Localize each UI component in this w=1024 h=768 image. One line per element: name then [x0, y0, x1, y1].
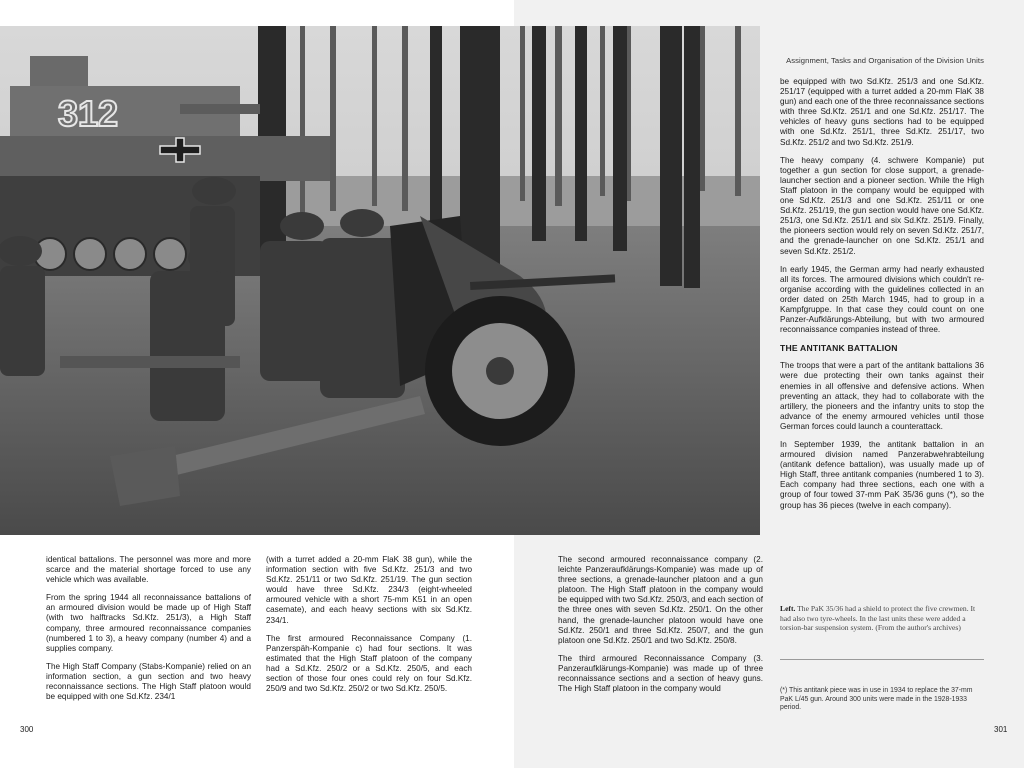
running-head: Assignment, Tasks and Organisation of the Division Units: [786, 56, 984, 65]
photograph-antitank-gun-crew: [0, 26, 760, 535]
paragraph: In early 1945, the German army had nearly exhausted all its forces. The armoured divisions which couldn't re-organise according with the guidelines collected in an order dated on 25th March 1945, had to group in a Kampfgruppe. In that case they could count on one Panzer-Aufklärungs-Abteilung, but with two armoured reconnaissance companies instead of three.: [780, 264, 984, 335]
paragraph: From the spring 1944 all reconnaissance battalions of an armoured division would be made up of High Staff (with two halftracks Sd.Kfz. 251/3), a High Staff company, three armoured reconnaissance companies (numbered 1 to 3), a heavy company (number 4) and a supplies company.: [46, 593, 251, 653]
paragraph: In September 1939, the antitank battalion in an armoured division named Panzerabwehrabteilung (antitank defence battalion), was usually made up of High Staff, three antitank companies (numbered 1 to 3). Each company had three sections, each one with a group of four towed 37-mm PaK 35/36 guns (*), so the group has 36 pieces (twelve in each company).: [780, 440, 984, 510]
paragraph: The second armoured reconnaissance company (2. leichte Panzeraufklärungs-Kompanie) was made up of three sections, a grenade-launcher platoon and a gun platoon. The High Staff platoon in the company would be equipped with two Sd.Kfz. 250/3, and each section of the three ones with seven Sd.Kfz. 250/1. On the other hand, the grenade-launcher platoon would have one Sd.Kfz. 250/1 and three Sd.Kfz. 250/7, and the gun platoon one Sd.Kfz. 250/1 and two Sd.Kfz. 250/8.: [558, 555, 763, 645]
footnote-divider: [780, 659, 984, 660]
paragraph: The High Staff Company (Stabs-Kompanie) relied on an information section, a gun section and two heavy reconnaissance sections. The High Staff platoon would be equipped with one Sd.Kfz. 234/1: [46, 661, 251, 702]
footnote: (*) This antitank piece was in use in 1934 to replace the 37-mm PaK L/45 gun. Around 300 units were made in the 1928-1933 period.: [780, 687, 973, 712]
text-column-2: [266, 555, 472, 694]
paragraph: The third armoured Reconnaissance Company (3. Panzeraufklärungs-Kompanie) was made up of three reconnaissance sections and a section of heavy guns. The High Staff platoon in the company would: [558, 653, 763, 694]
text-column-3: [558, 555, 763, 694]
caption-label: Left.: [780, 604, 796, 613]
page-number-left: 300: [20, 725, 34, 734]
paragraph: identical battalions. The personnel was more and more scarce and the material shortage forced to use any vehicle which was available.: [46, 555, 251, 585]
text-column-1: [46, 555, 251, 702]
page-number-right: 301: [994, 725, 1008, 734]
section-heading: THE ANTITANK BATTALION: [780, 343, 898, 354]
text-column-4: [780, 77, 984, 511]
paragraph: The first armoured Reconnaissance Company (1. Panzerspäh-Kompanie c) had four sections. It was estimated that the High Staff platoon of the company had a Sd.Kfz. 250/2 or a Sd.Kfz. 250/5, and each section of those four ones could rely on four Sd.Kfz. 250/9 and two Sd.Kfz. 250/2 or two Sd.Kfz. 250/5.: [266, 633, 472, 694]
tank-number: 312: [58, 93, 119, 134]
paragraph: be equipped with two Sd.Kfz. 251/3 and one Sd.Kfz. 251/17 (equipped with a turret added a 20-mm FlaK 38 gun) and each one of the three reconnaissance sections with three Sd.Kfz. 251/1 and one Sd.Kfz. 251/17. The vehicles of heavy guns sections had to be equipped with one Sd.Kfz. 251/1, three Sd.Kfz. 251/17, two Sd.Kfz. 251/2 and two Sd.Kfz. 251/9.: [780, 77, 984, 147]
photo-caption: [780, 604, 984, 633]
paragraph: The heavy company (4. schwere Kompanie) put together a gun section for close support, a grenade-launcher section and a pioneer section. While the High Staff platoon in the company would be equipped with one Sd.Kfz. 251/3 and one Sd.Kfz. 251/11 or one Sd.Kfz. 251/19, the gun section would have one Sd.Kfz. 251/3, one Sd.Kfz. 251/1 and six Sd.Kfz. 251/9. Finally, the pioneers section would rely on seven Sd.Kfz. 251/7, and the grenade-launcher on one Sd.Kfz. 251/1 and seven Sd.Kfz. 251/2.: [780, 155, 984, 256]
paragraph: The troops that were a part of the antitank battalions 36 were due protecting their own tanks against their enemies in all offensive and defensive actions. When preventing an attack, they had to collaborate with the artillery, the pioneers and the infantry units to stop the advance of the enemy armoured vehicles until those German forces could launch a counterattack.: [780, 361, 984, 431]
paragraph: (with a turret added a 20-mm FlaK 38 gun), while the information section with five Sd.Kfz. 251/3 and two Sd.Kfz. 251/11 or two Sd.Kfz. 251/19. The gun section would have three Sd.Kfz. 234/3 (eight-wheeled armoured vehicle with a short 75-mm K51 in an open casemate), and each heavy sections with six Sd.Kfz. 234/1.: [266, 555, 472, 625]
caption-text: The PaK 35/36 had a shield to protect the five crewmen. It had also two tyre-wheels. In the last units these were added a torsion-bar suspension system. (From the author's archives): [780, 604, 976, 633]
